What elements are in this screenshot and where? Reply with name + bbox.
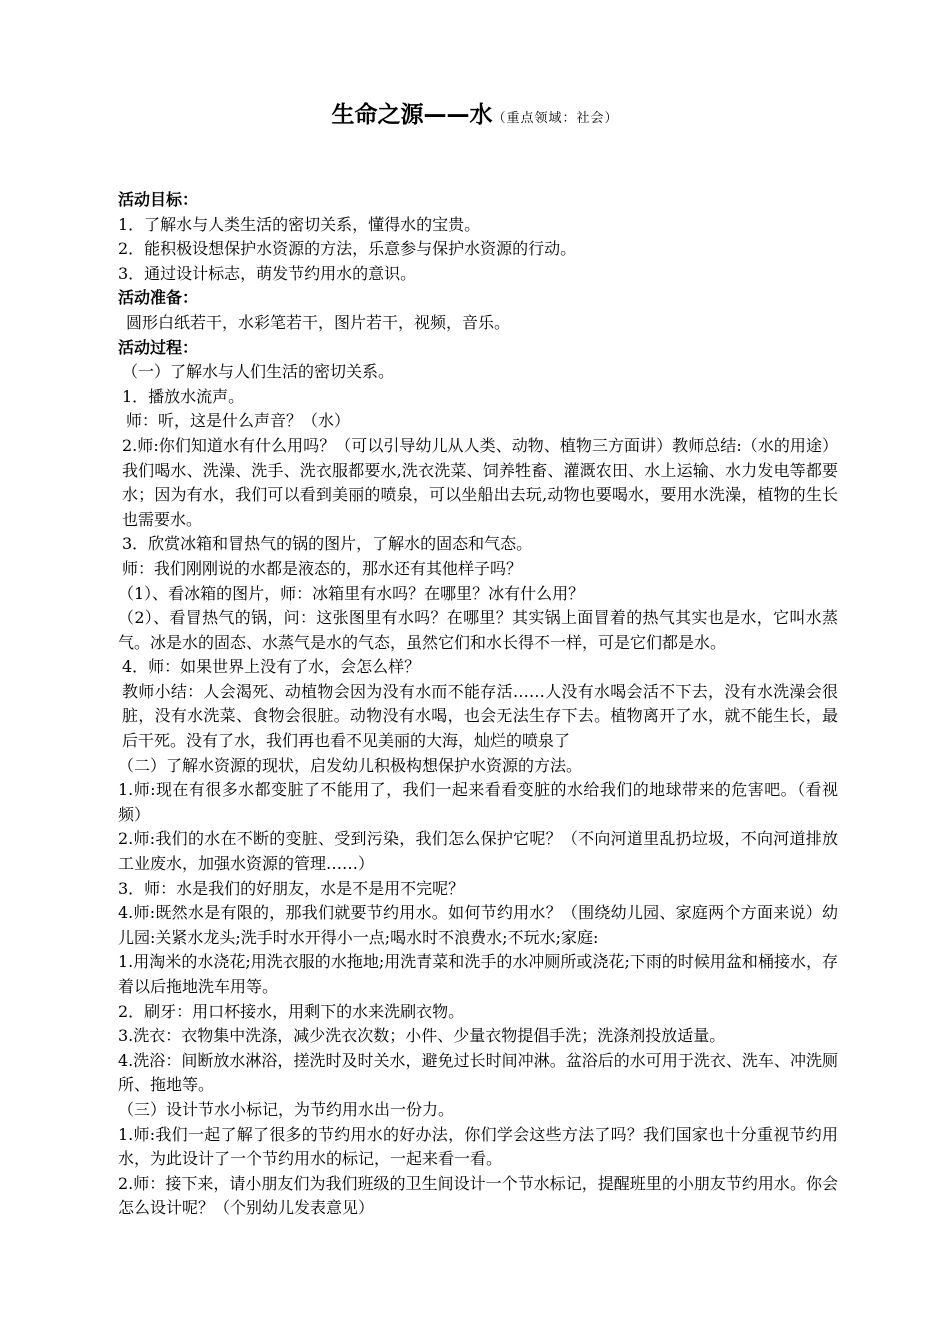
text-line: （一）了解水与人们生活的密切关系。 [122,362,395,382]
text-line: 1．了解水与人类生活的密切关系，懂得水的宝贵。 [118,214,481,234]
paragraph: 2.师:你们知道水有什么用吗？（可以引导幼儿从人类、动物、植物三方面讲）教师总结:（水的用途）我们喝水、洗澡、洗手、洗衣服都要水,洗衣洗菜、饲养牲畜、灌溉农田、水上运输、水力发电等都要水；因为有水，我们可以看到美丽的喷泉，可以坐船出去玩,动物也要喝水，要用水洗澡，植物的生长也需要水。 [122,435,838,529]
text-line: 师：听，这是什么声音？（水） [126,411,351,431]
text-line: （1）、看冰箱的图片，师：冰箱里有水吗？在哪里？冰有什么用？ [118,583,585,603]
text-line: 2．能积极设想保护水资源的方法，乐意参与保护水资源的行动。 [118,239,577,259]
text-line: 2．刷牙：用口杯接水，用剩下的水来洗刷衣物。 [118,1001,465,1021]
title-main: 生命之源——水 [331,102,493,128]
paragraph: 2.师:我们的水在不断的变脏、受到污染，我们怎么保护它呢？（不向河道里乱扔垃圾，不向河道排放工业废水，加强水资源的管理……） [118,829,838,874]
text-line: （二）了解水资源的现状，启发幼儿积极构想保护水资源的方法。 [118,755,583,775]
paragraph: 2.师：接下来，请小朋友们为我们班级的卫生间设计一个节水标记，提醒班里的小朋友节约用水。你会怎么设计呢？（个别幼儿发表意见） [118,1173,838,1218]
text-line: 圆形白纸若干，水彩笔若干，图片若干，视频，音乐。 [126,312,511,332]
text-line: 师：我们刚刚说的水都是液态的，那水还有其他样子吗？ [122,558,523,578]
document-title [0,96,950,129]
paragraph: 教师小结：人会渴死、动植物会因为没有水而不能存活……人没有水喝会活不下去，没有水洗澡会很脏，没有水洗菜、食物会很脏。动物没有水喝，也会无法生存下去。植物离开了水，就不能生长，最后干死。没有了水，我们再也看不见美丽的大海，灿烂的喷泉了 [122,681,838,751]
text-line: （三）设计节水小标记，为节约用水出一份力。 [118,1099,455,1119]
text-line: 3．通过设计标志，萌发节约用水的意识。 [118,263,417,283]
section-heading: 活动准备： [118,288,199,308]
section-heading: 活动目标： [118,190,199,209]
text-line: 4．师：如果世界上没有了水，会怎么样？ [122,657,421,677]
paragraph: 4.师:既然水是有限的，那我们就要节约用水。如何节约用水？（围绕幼儿园、家庭两个方面来说）幼儿园:关紧水龙头;洗手时水开得小一点;喝水时不浪费水;不玩水;家庭: [118,903,838,947]
text-line: 3．欣赏冰箱和冒热气的锅的图片，了解水的固态和气态。 [122,534,533,554]
paragraph: 1.师:现在有很多水都变脏了不能用了，我们一起来看看变脏的水给我们的地球带来的危害吧。（看视频） [118,780,838,824]
section-heading: 活动过程： [118,337,199,357]
paragraph: （2）、看冒热气的锅，问：这张图里有水吗？在哪里？其实锅上面冒着的热气其实也是水，它叫水蒸气。冰是水的固态、水蒸气是水的气态，虽然它们和水长得不一样，可是它们都是水。 [118,608,838,652]
title-domain-note: （重点领域：社会） [492,111,619,126]
document-body [118,188,838,1221]
text-line: 1．播放水流声。 [122,386,245,406]
text-line: 3.洗衣：衣物集中洗涤，减少洗衣次数；小件、少量衣物提倡手洗；洗涤剂投放适量。 [118,1026,726,1046]
paragraph: 1.用淘米的水浇花;用洗衣服的水拖地;用洗青菜和洗手的水冲厕所或浇花;下雨的时候用盆和桶接水，存着以后拖地洗车用等。 [118,952,838,996]
paragraph: 4.洗浴：间断放水淋浴，搓洗时及时关水，避免过长时间冲淋。盆浴后的水可用于洗衣、洗车、冲洗厕所、拖地等。 [118,1050,838,1095]
text-line: 3．师：水是我们的好朋友，水是不是用不完呢？ [118,878,465,898]
paragraph: 1.师:我们一起了解了很多的节约用水的好办法，你们学会这些方法了吗？我们国家也十分重视节约用水，为此设计了一个节约用水的标记，一起来看一看。 [118,1124,838,1169]
